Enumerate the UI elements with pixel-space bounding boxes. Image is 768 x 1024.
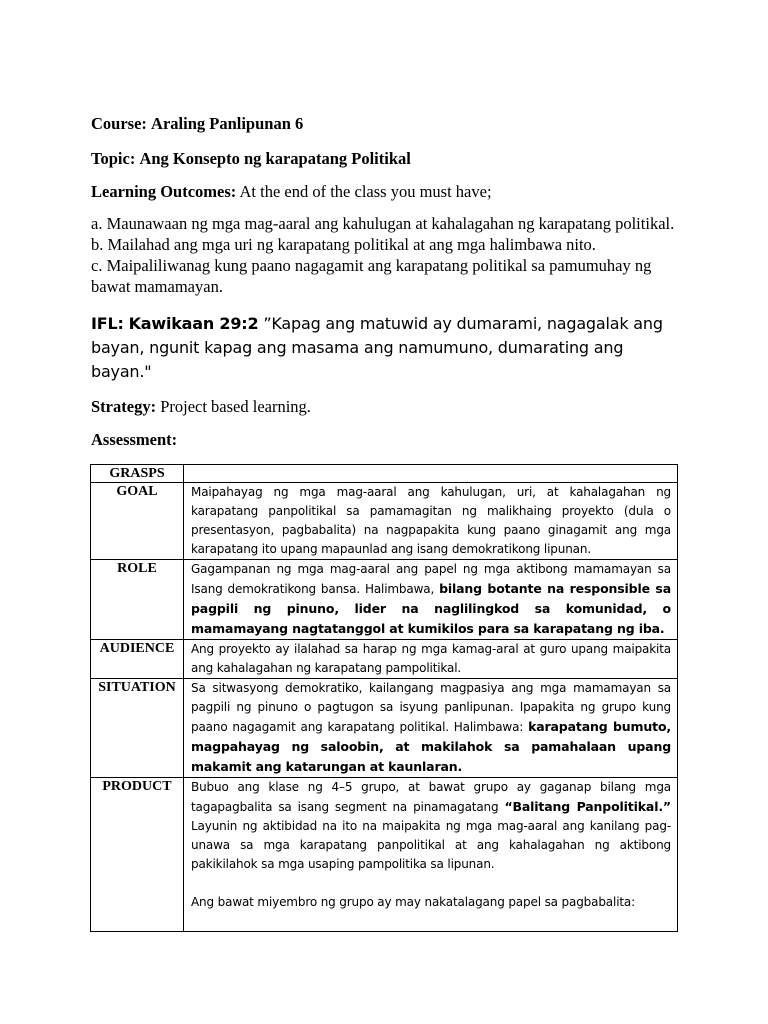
situation-text: Sa sitwasyong demokratiko, kailangang magpasiya ang mga mamamayan sa pagpili ng pinuno o pagtugon sa isyung panlipunan. Ipapakita ng grupo kung paano nagagamit ang karapatang politikal. Halimbawa: <box>191 681 671 734</box>
assessment-line <box>91 430 679 450</box>
learning-outcomes-intro: At the end of the class you must have; <box>239 182 492 201</box>
learning-outcomes-line <box>91 182 679 202</box>
ifl-paragraph <box>91 312 679 384</box>
situation-cell <box>184 679 678 778</box>
ifl-label: IFL: <box>91 314 124 333</box>
role-bold-text: bilang botante na responsible sa pagpili ng pinuno, lider na naglilingkod sa komunidad, o mamamayang nagtatanggol at kumikilos para sa karapatang ng iba. <box>191 581 671 636</box>
goal-text: Maipahayag ng mga mag-aaral ang kahulugan, uri, at kahalagahan ng karapatang panpolitikal sa pamamagitan ng malikhaing proyekto (dula o presentasyon, pagbabalita) na nagpapakita kung paano ginagamit ang mga karapatang ito upang mapaunlad ang isang demokratikong lipunan. <box>184 483 678 560</box>
ifl-quote: ”Kapag ang matuwid ay dumarami, nagagalak ang bayan, ngunit kapag ang masama ang namumuno, dumarating ang bayan." <box>91 314 663 381</box>
table-row <box>91 465 678 483</box>
learning-outcomes-list <box>91 213 679 297</box>
table-row <box>91 560 678 640</box>
ifl-reference: Kawikaan 29:2 <box>128 314 259 333</box>
topic-label: Topic: <box>91 149 136 168</box>
assessment-label: Assessment: <box>91 430 178 449</box>
strategy-label: Strategy: <box>91 397 157 416</box>
grasps-table <box>90 464 678 932</box>
strategy-line <box>91 397 679 417</box>
grasps-header: GRASPS <box>91 465 184 483</box>
table-row <box>91 640 678 679</box>
document-page <box>91 114 679 450</box>
role-label: ROLE <box>91 560 184 640</box>
product-segment-title: “Balitang Panpolitikal.” <box>504 799 672 814</box>
product-label: PRODUCT <box>91 778 184 932</box>
outcome-item: c. Maipaliliwanag kung paano nagagamit ang karapatang politikal sa pamumuhay ng bawat mamamayan. <box>91 256 652 296</box>
outcome-item: b. Mailahad ang mga uri ng karapatang politikal at ang mga halimbawa nito. <box>91 235 596 254</box>
audience-text: Ang proyekto ay ilalahad sa harap ng mga kamag-aral at guro upang maipakita ang kahalagahan ng karapatang pampolitikal. <box>184 640 678 679</box>
topic-value: Ang Konsepto ng karapatang Politikal <box>139 149 411 168</box>
learning-outcomes-label: Learning Outcomes: <box>91 182 237 201</box>
role-cell <box>184 560 678 640</box>
table-row <box>91 778 678 932</box>
product-text-before: Bubuo ang klase ng 4–5 grupo, at bawat grupo ay gaganap bilang mga tagapagbalita sa isang segment na pinamagatang <box>191 780 671 814</box>
audience-label: AUDIENCE <box>91 640 184 679</box>
situation-bold-text: karapatang bumuto, magpahayag ng saloobin, at makilahok sa pamahalaan upang makamit ang katarungan at kaunlaran. <box>191 719 671 774</box>
table-row <box>91 483 678 560</box>
situation-label: SITUATION <box>91 679 184 778</box>
paragraph-gap <box>191 874 671 893</box>
product-cell <box>184 778 678 932</box>
product-text-after: Layunin ng aktibidad na ito na maipakita ng mga mag-aaral ang kanilang pag-unawa sa mga karapatang panpolitikal at ang kahalagahan ng aktibong pakikilahok sa mga usaping pampolitika sa lipunan. <box>191 819 671 871</box>
role-text: Gagampanan ng mga mag-aaral ang papel ng mga aktibong mamamayan sa Isang demokratikong bansa. Halimbawa, <box>191 562 671 596</box>
outcome-item: a. Maunawaan ng mga mag-aaral ang kahulugan at kahalagahan ng karapatang politikal. <box>91 214 675 233</box>
grasps-header-blank <box>184 465 678 483</box>
table-row <box>91 679 678 778</box>
course-line <box>91 114 679 134</box>
topic-line <box>91 149 679 169</box>
paragraph-gap <box>191 912 671 931</box>
course-label: Course: <box>91 114 147 133</box>
strategy-value: Project based learning. <box>160 397 311 416</box>
product-note: Ang bawat miyembro ng grupo ay may nakatalagang papel sa pagbabalita: <box>191 895 636 909</box>
goal-label: GOAL <box>91 483 184 560</box>
course-value: Araling Panlipunan 6 <box>151 114 304 133</box>
